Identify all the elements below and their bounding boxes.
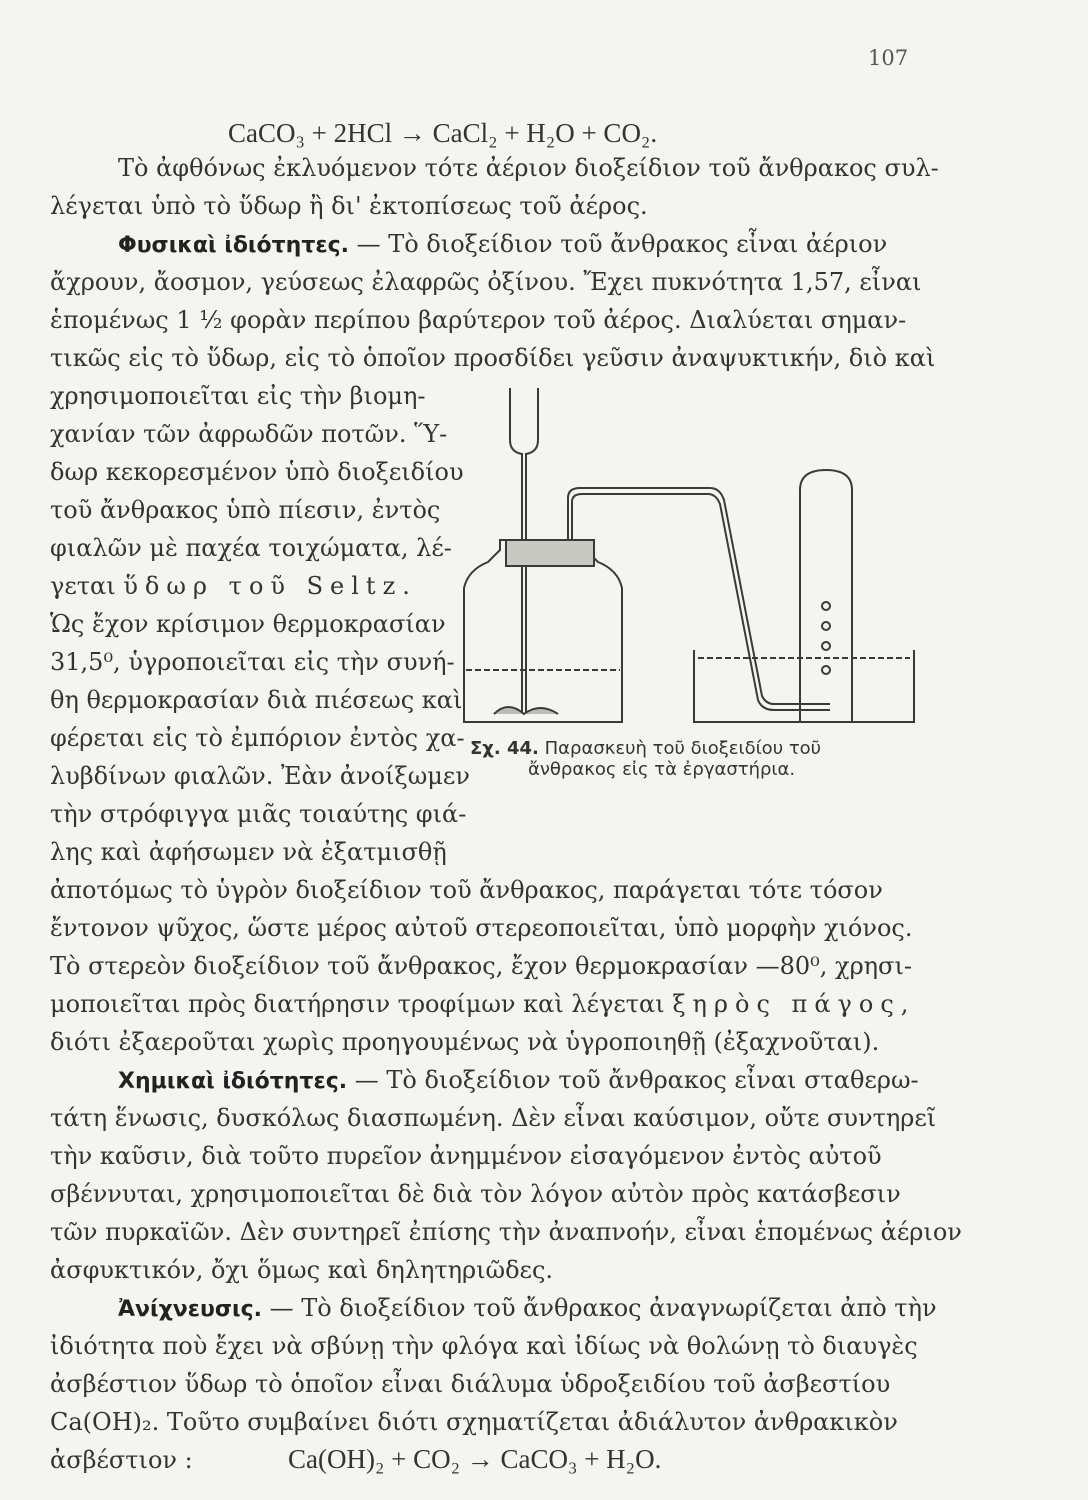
equation-bottom: Ca(OH)₂ + CO₂ → CaCO₃ + H₂O. — [288, 1444, 662, 1474]
caption-line: ἄνθρακος εἰς τὰ ἐργαστήρια. — [528, 759, 796, 780]
text-line: ἀποτόμως τὸ ὑγρὸν διοξείδιον τοῦ ἄνθρακος, παράγεται τότε τόσον — [50, 876, 883, 904]
text-line: τὴν στρόφιγγα μιᾶς τοιαύτης φιά- — [50, 800, 467, 828]
text-line: Ὡς ἔχον κρίσιμον θερμοκρασίαν — [50, 610, 446, 638]
delivery-tube — [572, 494, 830, 710]
text-line — [118, 230, 887, 258]
text-line: χανίαν τῶν ἀφρωδῶν ποτῶν. Ὕ- — [50, 420, 448, 448]
spaced-term-seltz: ὕδωρ τοῦ Seltz. — [123, 572, 417, 600]
text-line: φέρεται εἰς τὸ ἐμπόριον ἐντὸς χα- — [50, 724, 465, 752]
apparatus-figure — [458, 370, 928, 730]
text-line — [118, 1294, 937, 1322]
figure-caption — [470, 738, 940, 780]
text-line: ἀσφυκτικόν, ὄχι ὅμως καὶ δηλητηριῶδες. — [50, 1256, 554, 1284]
text-line: θη θερμοκρασίαν διὰ πιέσεως καὶ — [50, 686, 463, 714]
text-line: τοῦ ἄνθρακος ὑπὸ πίεσιν, ἐντὸς — [50, 496, 441, 524]
text-span: γεται — [50, 572, 116, 600]
text-line: διότι ἐξαεροῦται χωρὶς προηγουμένως νὰ ὑγροποιηθῇ (ἐξαχνοῦται). — [50, 1028, 880, 1056]
text-line: χρησιμοποιεῖται εἰς τὴν βιομη- — [50, 382, 426, 410]
section-heading-chemical: Χημικαὶ ἰδιότητες. — [118, 1069, 348, 1094]
text-line: τῶν πυρκαϊῶν. Δὲν συντηρεῖ ἐπίσης τὴν ἀναπνοήν, εἶναι ἑπομένως ἀέριον — [50, 1218, 962, 1246]
text-span: ἀσβέστιον : — [50, 1446, 193, 1474]
text-line: τάτη ἕνωσις, δυσκόλως διασπωμένη. Δὲν εἶναι καύσιμον, οὔτε συντηρεῖ — [50, 1104, 937, 1132]
text-line: φιαλῶν μὲ παχέα τοιχώματα, λέ- — [50, 534, 452, 562]
text-line — [118, 1066, 919, 1094]
text-span: — Τὸ διοξείδιον τοῦ ἄνθρακος ἀναγνωρίζεται ἀπὸ τὴν — [269, 1294, 937, 1322]
text-span: — Τὸ διοξείδιον τοῦ ἄνθρακος εἶναι σταθερω- — [354, 1066, 919, 1094]
text-line — [50, 1446, 193, 1474]
trough — [694, 650, 914, 722]
text-line: ἑπομένως 1 ½ φορὰν περίπου βαρύτερον τοῦ ἀέρος. Διαλύεται σημαν- — [50, 306, 907, 334]
text-line — [50, 572, 417, 600]
text-line: ἔντονον ψῦχος, ὥστε μέρος αὐτοῦ στερεοποιεῖται, ὑπὸ μορφὴν χιόνος. — [50, 914, 913, 942]
stopper — [506, 540, 594, 566]
caption-number: Σχ. 44. — [470, 738, 539, 759]
text-line: Τὸ στερεὸν διοξείδιον τοῦ ἄνθρακος, ἔχον θερμοκρασίαν —80⁰, χρησι- — [50, 952, 912, 980]
text-line: ἰδιότητα ποὺ ἔχει νὰ σβύνῃ τὴν φλόγα καὶ ἰδίως νὰ θολώνῃ τὸ διαυγὲς — [50, 1332, 918, 1360]
page-number: 107 — [868, 46, 909, 70]
apparatus-drawing — [458, 370, 928, 730]
text-line: 31,5⁰, ὑγροποιεῖται εἰς τὴν συνή- — [50, 648, 455, 676]
text-span: — Τὸ διοξείδιον τοῦ ἄνθρακος εἶναι ἀέριον — [356, 230, 888, 258]
text-line: λης καὶ ἀφήσωμεν νὰ ἐξατμισθῇ — [50, 838, 447, 866]
section-heading-physical: Φυσικαὶ ἰδιότητες. — [118, 233, 349, 258]
gas-bubble — [822, 666, 830, 674]
text-line: τικῶς εἰς τὸ ὕδωρ, εἰς τὸ ὁποῖον προσδίδει γεῦσιν ἀναψυκτικήν, διὸ καὶ — [50, 344, 936, 372]
text-line: ἄχρουν, ἄοσμον, γεύσεως ἐλαφρῶς ὀξίνου. Ἔχει πυκνότητα 1,57, εἶναι — [50, 268, 922, 296]
text-line: ἀσβέστιον ὕδωρ τὸ ὁποῖον εἶναι διάλυμα ὑδροξειδίου τοῦ ἀσβεστίου — [50, 1370, 891, 1398]
gas-bubble — [822, 642, 830, 650]
text-line: Τὸ ἀφθόνως ἐκλυόμενον τότε ἀέριον διοξείδιον τοῦ ἄνθρακος συλ- — [118, 154, 939, 182]
text-span: μοποιεῖται πρὸς διατήρησιν τροφίμων καὶ λέγεται — [50, 990, 665, 1018]
gas-bubble — [822, 622, 830, 630]
delivery-tube-inner — [568, 488, 830, 704]
flask-outline — [464, 540, 622, 722]
text-line: λυβδίνων φιαλῶν. Ἐὰν ἀνοίξωμεν — [50, 762, 470, 790]
spaced-term-dry-ice: ξηρὸς πάγος, — [672, 990, 916, 1018]
equation-top: CaCO₃ + 2HCl → CaCl₂ + H₂O + CO₂. — [228, 118, 658, 148]
text-line: δωρ κεκορεσμένον ὑπὸ διοξειδίου — [50, 458, 464, 486]
text-line: σβέννυται, χρησιμοποιεῖται δὲ διὰ τὸν λόγον αὐτὸν πρὸς κατάσβεσιν — [50, 1180, 901, 1208]
text-line — [50, 990, 915, 1018]
caption-line — [470, 738, 940, 759]
text-line: Ca(OH)₂. Τοῦτο συμβαίνει διότι σχηματίζεται ἀδιάλυτον ἀνθρακικὸν — [50, 1408, 898, 1436]
gas-jar — [800, 470, 852, 722]
text-line: τὴν καῦσιν, διὰ τοῦτο πυρεῖον ἀνημμένον εἰσαγόμενον ἐντὸς αὐτοῦ — [50, 1142, 882, 1170]
caption-text: Παρασκευὴ τοῦ διοξειδίου τοῦ — [544, 738, 822, 759]
gas-bubble — [822, 602, 830, 610]
text-line: λέγεται ὑπὸ τὸ ὕδωρ ἢ δι' ἐκτοπίσεως τοῦ ἀέρος. — [50, 192, 648, 220]
section-heading-detection: Ἀνίχνευσις. — [118, 1297, 262, 1322]
